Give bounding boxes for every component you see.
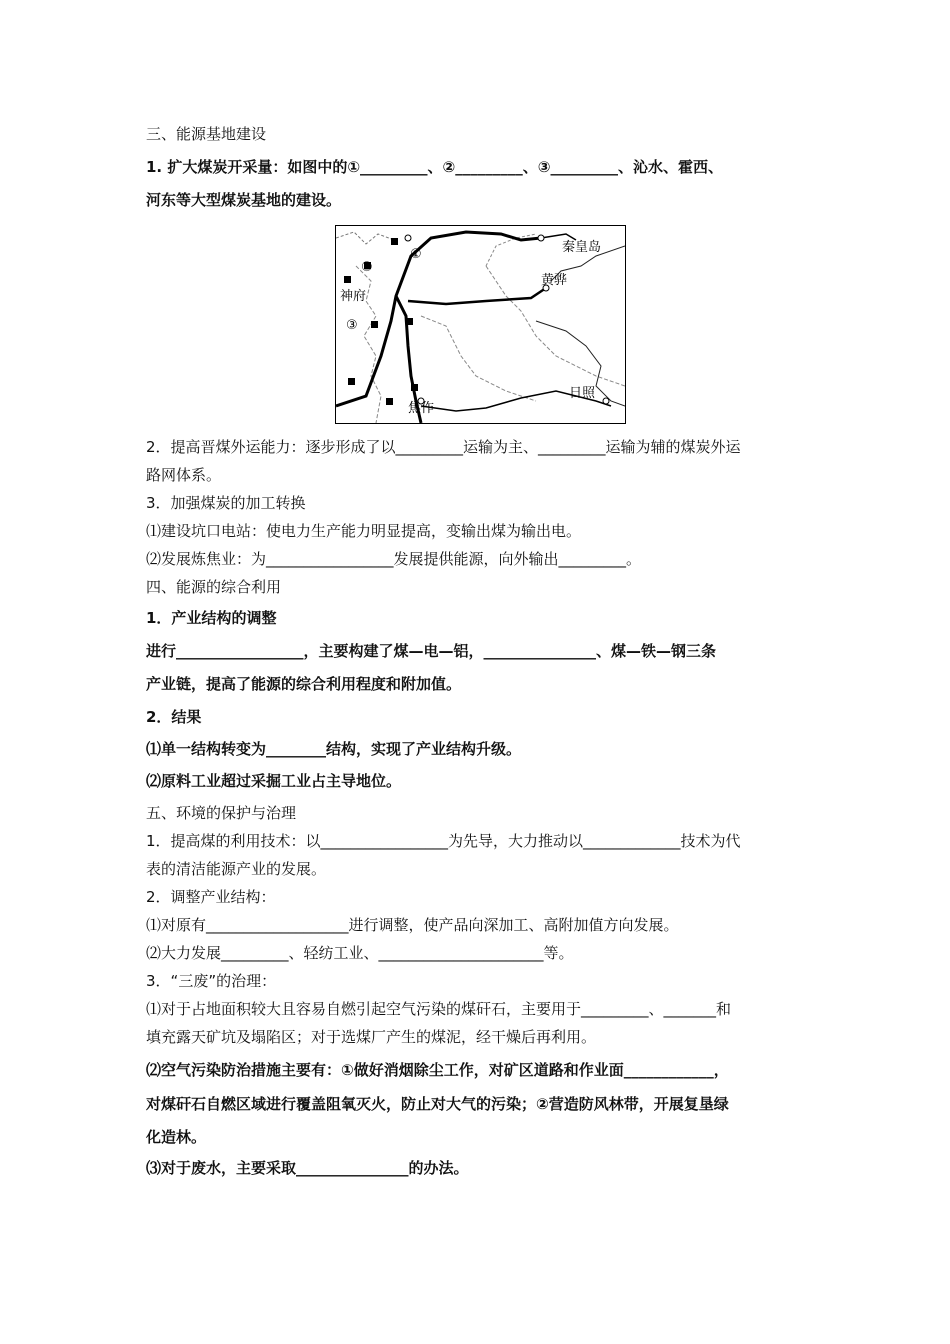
section-4-heading: 四、能源的综合利用: [146, 578, 282, 596]
section-5-item-2-1: ⑴对原有___________________进行调整，使产品向深加工、高附加值方向发展。: [146, 916, 679, 934]
section-3-item-2-line-1: 2．提高晋煤外运能力：逐步形成了以_________运输为主、_________运输为辅的煤炭外运: [146, 438, 741, 456]
section-4-item-1-line-1: 进行_________________，主要构建了煤—电—铝，_______________、煤—铁—钢三条: [146, 642, 717, 660]
section-3-item-3-2: ⑵发展炼焦业：为_________________发展提供能源，向外输出_________。: [146, 550, 642, 568]
section-3-item-1-line-2: 河东等大型煤炭基地的建设。: [146, 191, 342, 209]
map-label-huanghua: 黄骅: [541, 273, 568, 288]
section-5-item-3-2-line-1: ⑵空气污染防治措施主要有：①做好消烟除尘工作，对矿区道路和作业面____________，: [146, 1061, 729, 1079]
coal-base-map: [335, 225, 626, 424]
map-label-jiaozuo: 焦作: [408, 401, 435, 416]
section-5-item-2: 2．调整产业结构：: [146, 888, 276, 906]
map-mark-2: ②: [361, 260, 373, 275]
section-5-item-3: 3．“三废”的治理：: [146, 972, 277, 990]
section-4-item-1: 1．产业结构的调整: [146, 609, 277, 627]
section-3-item-3-1: ⑴建设坑口电站：使电力生产能力明显提高，变输出煤为输出电。: [146, 522, 582, 540]
section-3-item-2-line-2: 路网体系。: [146, 466, 222, 484]
map-label-shenfu: 神府: [340, 289, 367, 304]
section-5-item-3-1-line-2: 填充露天矿坑及塌陷区；对于选煤厂产生的煤泥，经干燥后再利用。: [146, 1028, 597, 1046]
section-4-item-1-line-2: 产业链，提高了能源的综合利用程度和附加值。: [146, 675, 462, 693]
section-5-item-3-1-line-1: ⑴对于占地面积较大且容易自燃引起空气污染的煤矸石，主要用于_________、_______和: [146, 1000, 732, 1018]
section-5-item-3-3: ⑶对于废水，主要采取_______________的办法。: [146, 1159, 469, 1177]
section-5-item-1-line-2: 表的清洁能源产业的发展。: [146, 860, 327, 878]
section-5-item-3-2-line-2: 对煤矸石自燃区域进行覆盖阻氧灭火，防止对大气的污染；②营造防风林带，开展复垦绿: [146, 1095, 729, 1113]
section-4-item-2: 2．结果: [146, 708, 202, 726]
section-5-item-3-2-line-3: 化造林。: [146, 1128, 207, 1146]
section-3-item-1-line-1: 1. 扩大煤炭开采量：如图中的①_________、②_________、③_________、沁水、霍西、: [146, 158, 723, 176]
section-3-item-3: 3．加强煤炭的加工转换: [146, 494, 306, 512]
section-3-heading: 三、能源基地建设: [146, 125, 267, 143]
map-mark-3: ③: [346, 318, 358, 333]
map-mark-1: ①: [410, 247, 422, 262]
map-graphic: [336, 226, 625, 423]
map-label-rizhao: 日照: [569, 386, 596, 401]
section-4-item-2-2: ⑵原料工业超过采掘工业占主导地位。: [146, 772, 402, 790]
section-5-heading: 五、环境的保护与治理: [146, 804, 297, 822]
map-label-qinhuangdao: 秦皇岛: [562, 240, 602, 255]
section-5-item-1-line-1: 1．提高煤的利用技术：以_________________为先导，大力推动以_____________技术为代: [146, 832, 741, 850]
section-4-item-2-1: ⑴单一结构转变为________结构，实现了产业结构升级。: [146, 740, 522, 758]
section-5-item-2-2: ⑵大力发展_________、轻纺工业、______________________等。: [146, 944, 574, 962]
